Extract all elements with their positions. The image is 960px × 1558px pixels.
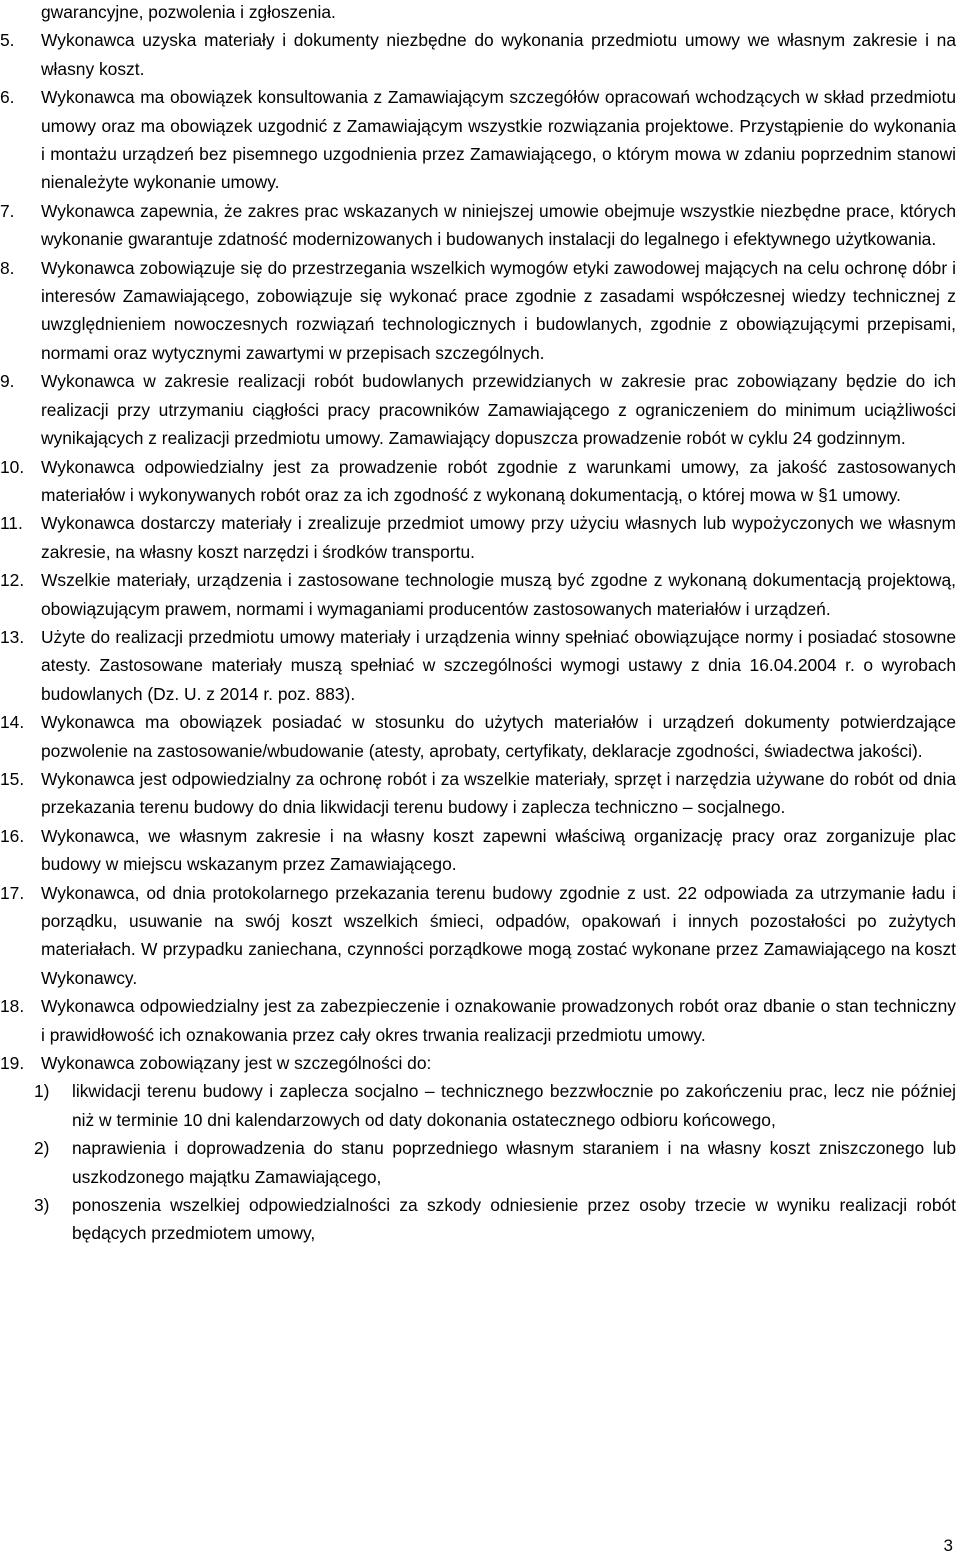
item-number: 17.	[0, 882, 25, 903]
item-text: Wykonawca ma obowiązek konsultowania z Zamawiającym szczegółów opracowań wchodzących w skład przedmiotu umowy oraz ma obowiązek uzgodnić z Zamawiającym wszystkie rozwiązania projektowe. Przystąpienie do wykonania i montażu urządzeń bez pisemnego uzgodnienia przez Zamawiającego, o którym mowa w zdaniu poprzednim stanowi nienależyte wykonanie umowy.	[41, 87, 956, 193]
item-number: 14.	[0, 712, 25, 733]
list-item	[0, 879, 960, 993]
item-number: 16.	[0, 825, 25, 846]
item-number: 8.	[0, 257, 15, 278]
item-number: 10.	[0, 456, 25, 477]
item-text: Wykonawca zobowiązany jest w szczególności do:	[41, 1053, 432, 1074]
item-number: 6.	[0, 87, 15, 108]
item-text: Wykonawca jest odpowiedzialny za ochronę robót i za wszelkie materiały, sprzęt i narzędzia używane do robót od dnia przekazania terenu budowy do dnia likwidacji terenu budowy i zaplecza techniczno – socjalnego.	[41, 768, 956, 818]
sub-item-text: ponoszenia wszelkiej odpowiedzialności za szkody odniesienie przez osoby trzecie w wyniku realizacji robót będących przedmiotem umowy,	[72, 1195, 956, 1244]
page-number: 3	[943, 1536, 953, 1555]
list-item	[0, 26, 960, 83]
item-number: 12.	[0, 570, 25, 591]
sub-list-item	[0, 1191, 960, 1248]
item-number: 18.	[0, 996, 25, 1017]
sub-item-number: 2)	[34, 1138, 50, 1159]
item-number: 11.	[0, 513, 23, 534]
list-item	[0, 566, 960, 623]
sub-list-item	[0, 1077, 960, 1134]
list-item	[0, 1049, 960, 1077]
item-number: 13.	[0, 626, 25, 647]
sub-list	[0, 1077, 960, 1247]
item-text: Wykonawca odpowiedzialny jest za prowadzenie robót zgodnie z warunkami umowy, za jakość zastosowanych materiałów i wykonywanych robót oraz za ich zgodność z wykonaną dokumentacją, o której mowa w §1 umowy.	[41, 456, 956, 505]
item-text: Wykonawca, od dnia protokolarnego przekazania terenu budowy zgodnie z ust. 22 odpowiada za utrzymanie ładu i porządku, usuwanie na swój koszt wszelkich śmieci, odpadów, opakowań i innych pozostałości po zużytych materiałach. W przypadku zaniechana, czynności porządkowe mogą zostać wykonane przez Zamawiającego na koszt Wykonawcy.	[41, 882, 956, 988]
item-text: Wszelkie materiały, urządzenia i zastosowane technologie muszą być zgodne z wykonaną dokumentacją projektową, obowiązującym prawem, normami i wymaganiami producentów zastosowanych materiałów i urządzeń.	[41, 570, 956, 619]
sub-item-number: 1)	[34, 1081, 50, 1102]
item-text: Wykonawca dostarczy materiały i zrealizuje przedmiot umowy przy użyciu własnych lub wypożyczonych we własnym zakresie, na własny koszt narzędzi i środków transportu.	[41, 513, 956, 562]
list-item	[0, 623, 960, 708]
list-item	[0, 992, 960, 1049]
item-text: Wykonawca zapewnia, że zakres prac wskazanych w niniejszej umowie obejmuje wszystkie niezbędne prace, których wykonanie gwarantuje zdatność modernizowanych i budowanych instalacji do legalnego i efektywnego użytkowania.	[41, 200, 956, 250]
list-item	[0, 509, 960, 566]
item-text: Wykonawca zobowiązuje się do przestrzegania wszelkich wymogów etyki zawodowej mających na celu ochronę dóbr i interesów Zamawiającego, zobowiązuje się wykonać prace zgodnie z zasadami współczesnej wiedzy technicznej z uwzględnieniem nowoczesnych rozwiązań technologicznych i budowlanych, zgodnie z obowiązującymi przepisami, normami oraz wytycznymi zawartymi w przepisach szczególnych.	[41, 257, 956, 363]
item-number: 7.	[0, 200, 15, 221]
list-item	[0, 765, 960, 822]
list-item	[0, 453, 960, 510]
continuation-text: gwarancyjne, pozwolenia i zgłoszenia.	[41, 2, 336, 22]
list-item	[0, 822, 960, 879]
item-text: Użyte do realizacji przedmiotu umowy materiały i urządzenia winny spełniać obowiązujące normy i posiadać stosowne atesty. Zastosowane materiały muszą spełniać w szczególności wymogi ustawy z dnia 16.04.2004 r. o wyrobach budowlanych (Dz. U. z 2014 r. poz. 883).	[41, 626, 956, 704]
item-text: Wykonawca w zakresie realizacji robót budowlanych przewidzianych w zakresie prac zobowiązany będzie do ich realizacji przy utrzymaniu ciągłości pracy pracowników Zamawiającego z ograniczeniem do minimum uciążliwości wynikających z realizacji przedmiotu umowy. Zamawiający dopuszcza prowadzenie robót w cyklu 24 godzinnym.	[41, 371, 956, 449]
item-number: 5.	[0, 30, 15, 51]
sub-item-text: naprawienia i doprowadzenia do stanu poprzedniego własnym staraniem i na własny koszt zniszczonego lub uszkodzonego majątku Zamawiającego,	[72, 1138, 956, 1187]
numbered-list	[0, 26, 960, 1077]
item-text: Wykonawca uzyska materiały i dokumenty niezbędne do wykonania przedmiotu umowy we własnym zakresie i na własny koszt.	[41, 30, 956, 79]
list-item	[0, 708, 960, 765]
item-text: Wykonawca, we własnym zakresie i na własny koszt zapewni właściwą organizację pracy oraz zorganizuje plac budowy w miejscu wskazanym przez Zamawiającego.	[41, 825, 956, 875]
item-text: Wykonawca ma obowiązek posiadać w stosunku do użytych materiałów i urządzeń dokumenty potwierdzające pozwolenie na zastosowanie/wbudowanie (atesty, aprobaty, certyfikaty, deklaracje zgodności, świadectwa jakości).	[41, 712, 956, 761]
sub-item-text: likwidacji terenu budowy i zaplecza socjalno – technicznego bezzwłocznie po zakończeniu prac, lecz nie później niż w terminie 10 dni kalendarzowych od daty dokonania ostatecznego odbioru końcowego,	[72, 1081, 956, 1130]
list-item	[0, 254, 960, 368]
sub-list-item	[0, 1134, 960, 1191]
item-number: 15.	[0, 768, 25, 789]
list-item	[0, 367, 960, 452]
list-item	[0, 197, 960, 254]
sub-item-number: 3)	[34, 1195, 50, 1216]
item-number: 19.	[0, 1053, 25, 1074]
item-text: Wykonawca odpowiedzialny jest za zabezpieczenie i oznakowanie prowadzonych robót oraz dbanie o stan techniczny i prawidłowość ich oznakowania przez cały okres trwania realizacji przedmiotu umowy.	[41, 996, 956, 1045]
item-number: 9.	[0, 371, 15, 392]
list-item	[0, 83, 960, 197]
